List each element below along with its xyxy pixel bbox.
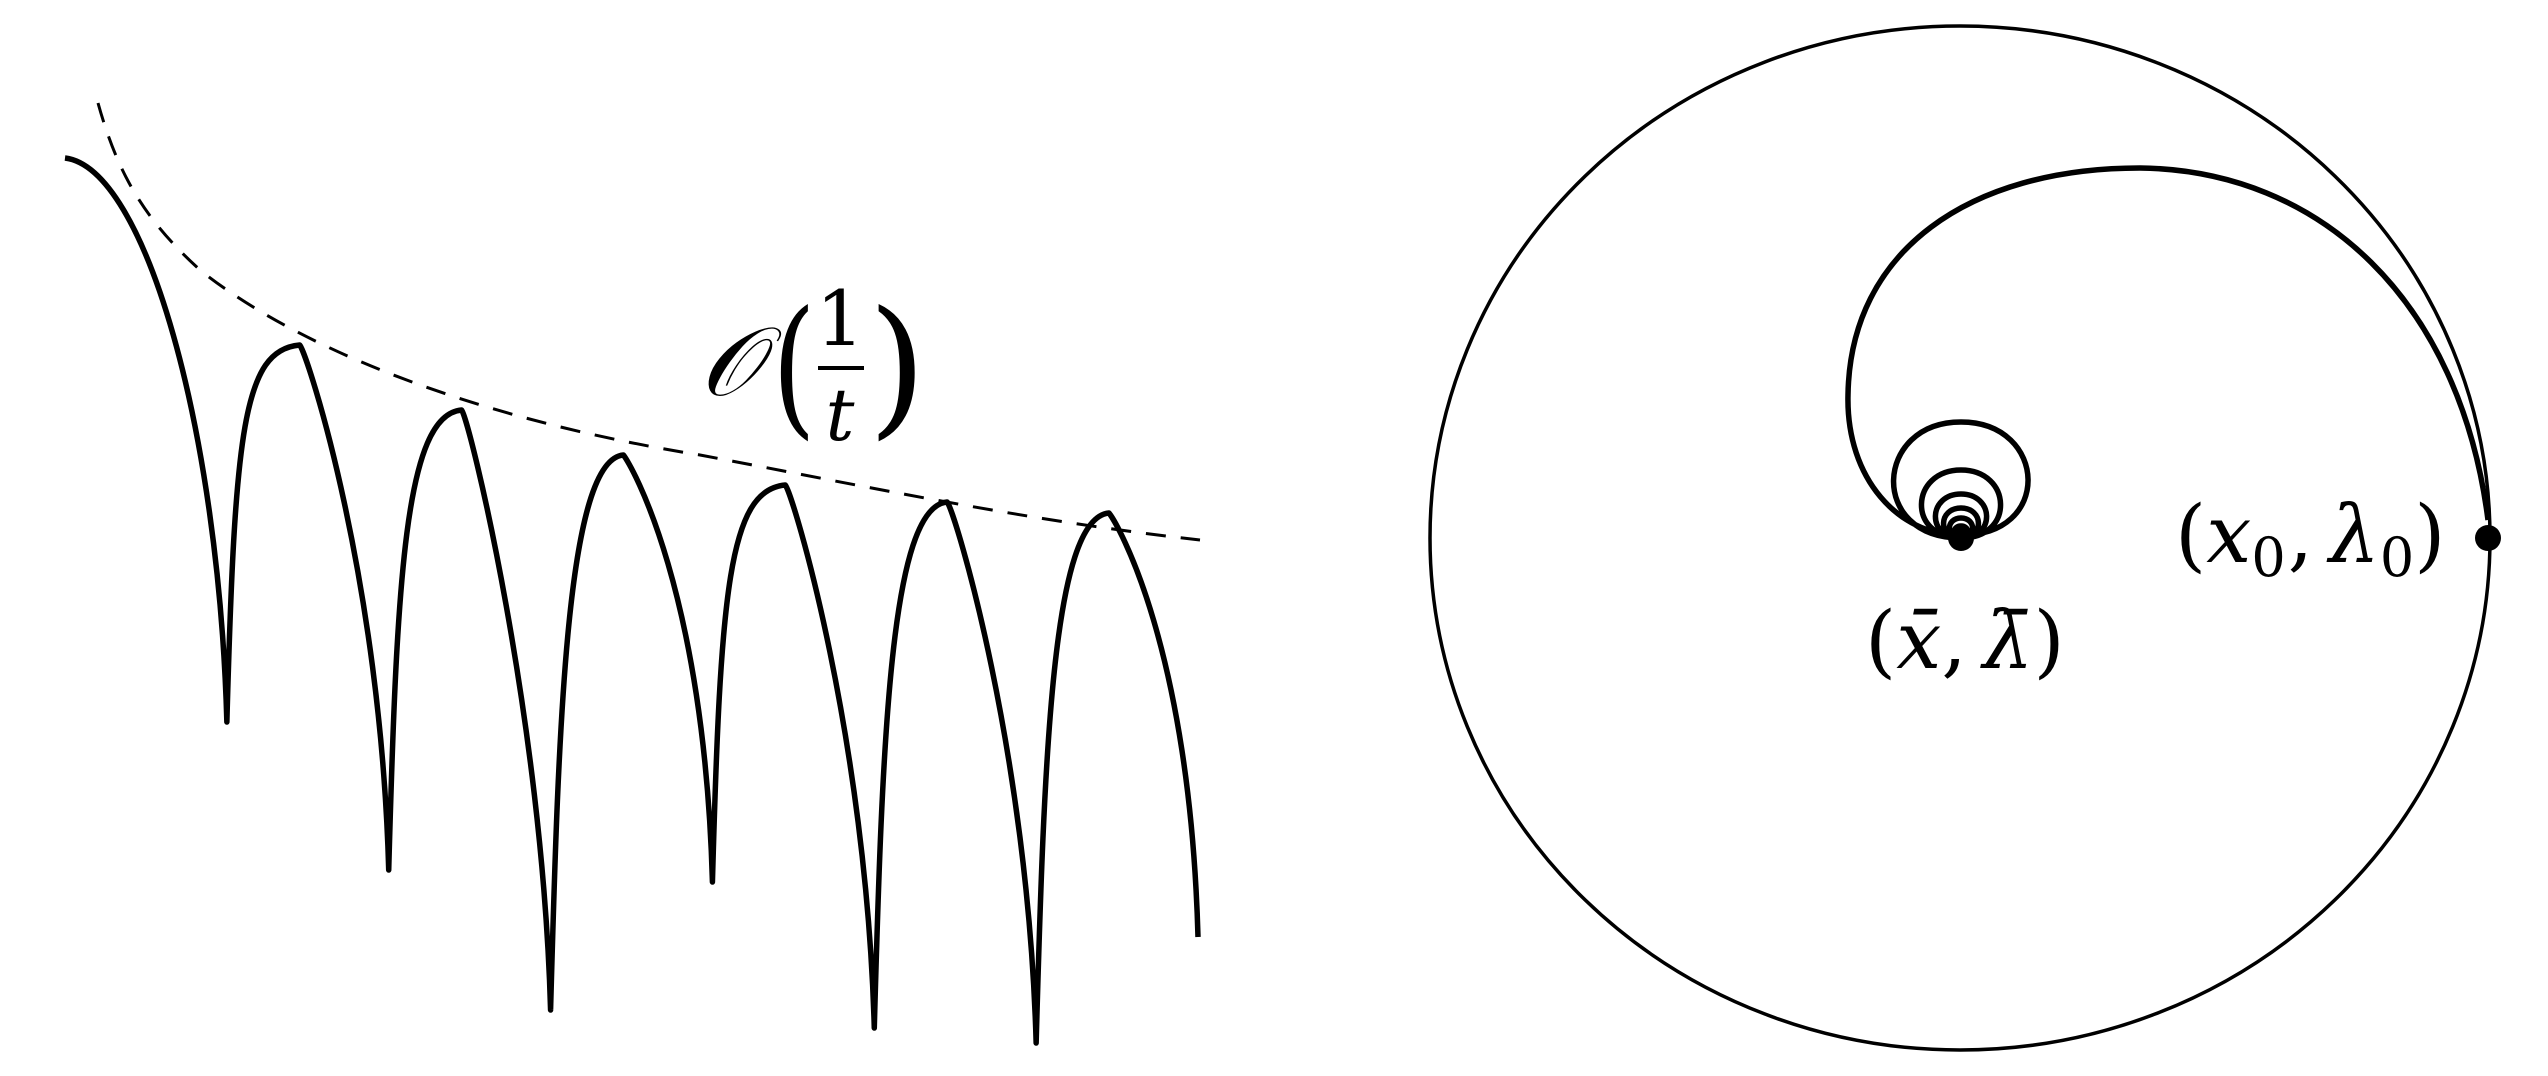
spiral-trajectory-curve [1848,168,2488,538]
big-o-symbol: 𝒪 [700,306,761,418]
start-point-paren-open: ( [2175,488,2207,581]
limit-point-label [1865,594,2065,687]
start-point-lambda: λ [2329,488,2380,581]
start-point-x-subscript: 0 [2251,526,2286,589]
limit-point-comma: , [1941,594,1967,687]
start-point-paren-close: ) [2414,488,2446,581]
big-o-denominator: t [825,373,855,457]
envelope-dashed-curve [98,103,1200,540]
start-point-x: x [2206,488,2252,581]
limit-point-paren-close: ) [2033,594,2065,687]
big-o-numerator: 1 [815,274,865,363]
big-o-paren-open: ( [772,279,816,455]
start-point-marker [2475,525,2501,551]
limit-point-marker [1948,525,1974,551]
start-point-lambda-subscript: 0 [2379,526,2415,589]
oscillating-trajectory-curve [65,158,1198,1043]
start-point-comma: , [2287,488,2314,581]
right-panel [1430,26,2501,1050]
big-o-paren-close: ) [868,280,927,454]
limit-point-lambda-bar: λ̄ [1982,594,2034,687]
left-panel [65,103,1200,1043]
limit-point-x-bar: x̄ [1896,594,1942,687]
big-o-label [700,274,927,457]
start-point-label [2175,488,2445,589]
limit-point-paren-open: ( [1865,594,1897,687]
